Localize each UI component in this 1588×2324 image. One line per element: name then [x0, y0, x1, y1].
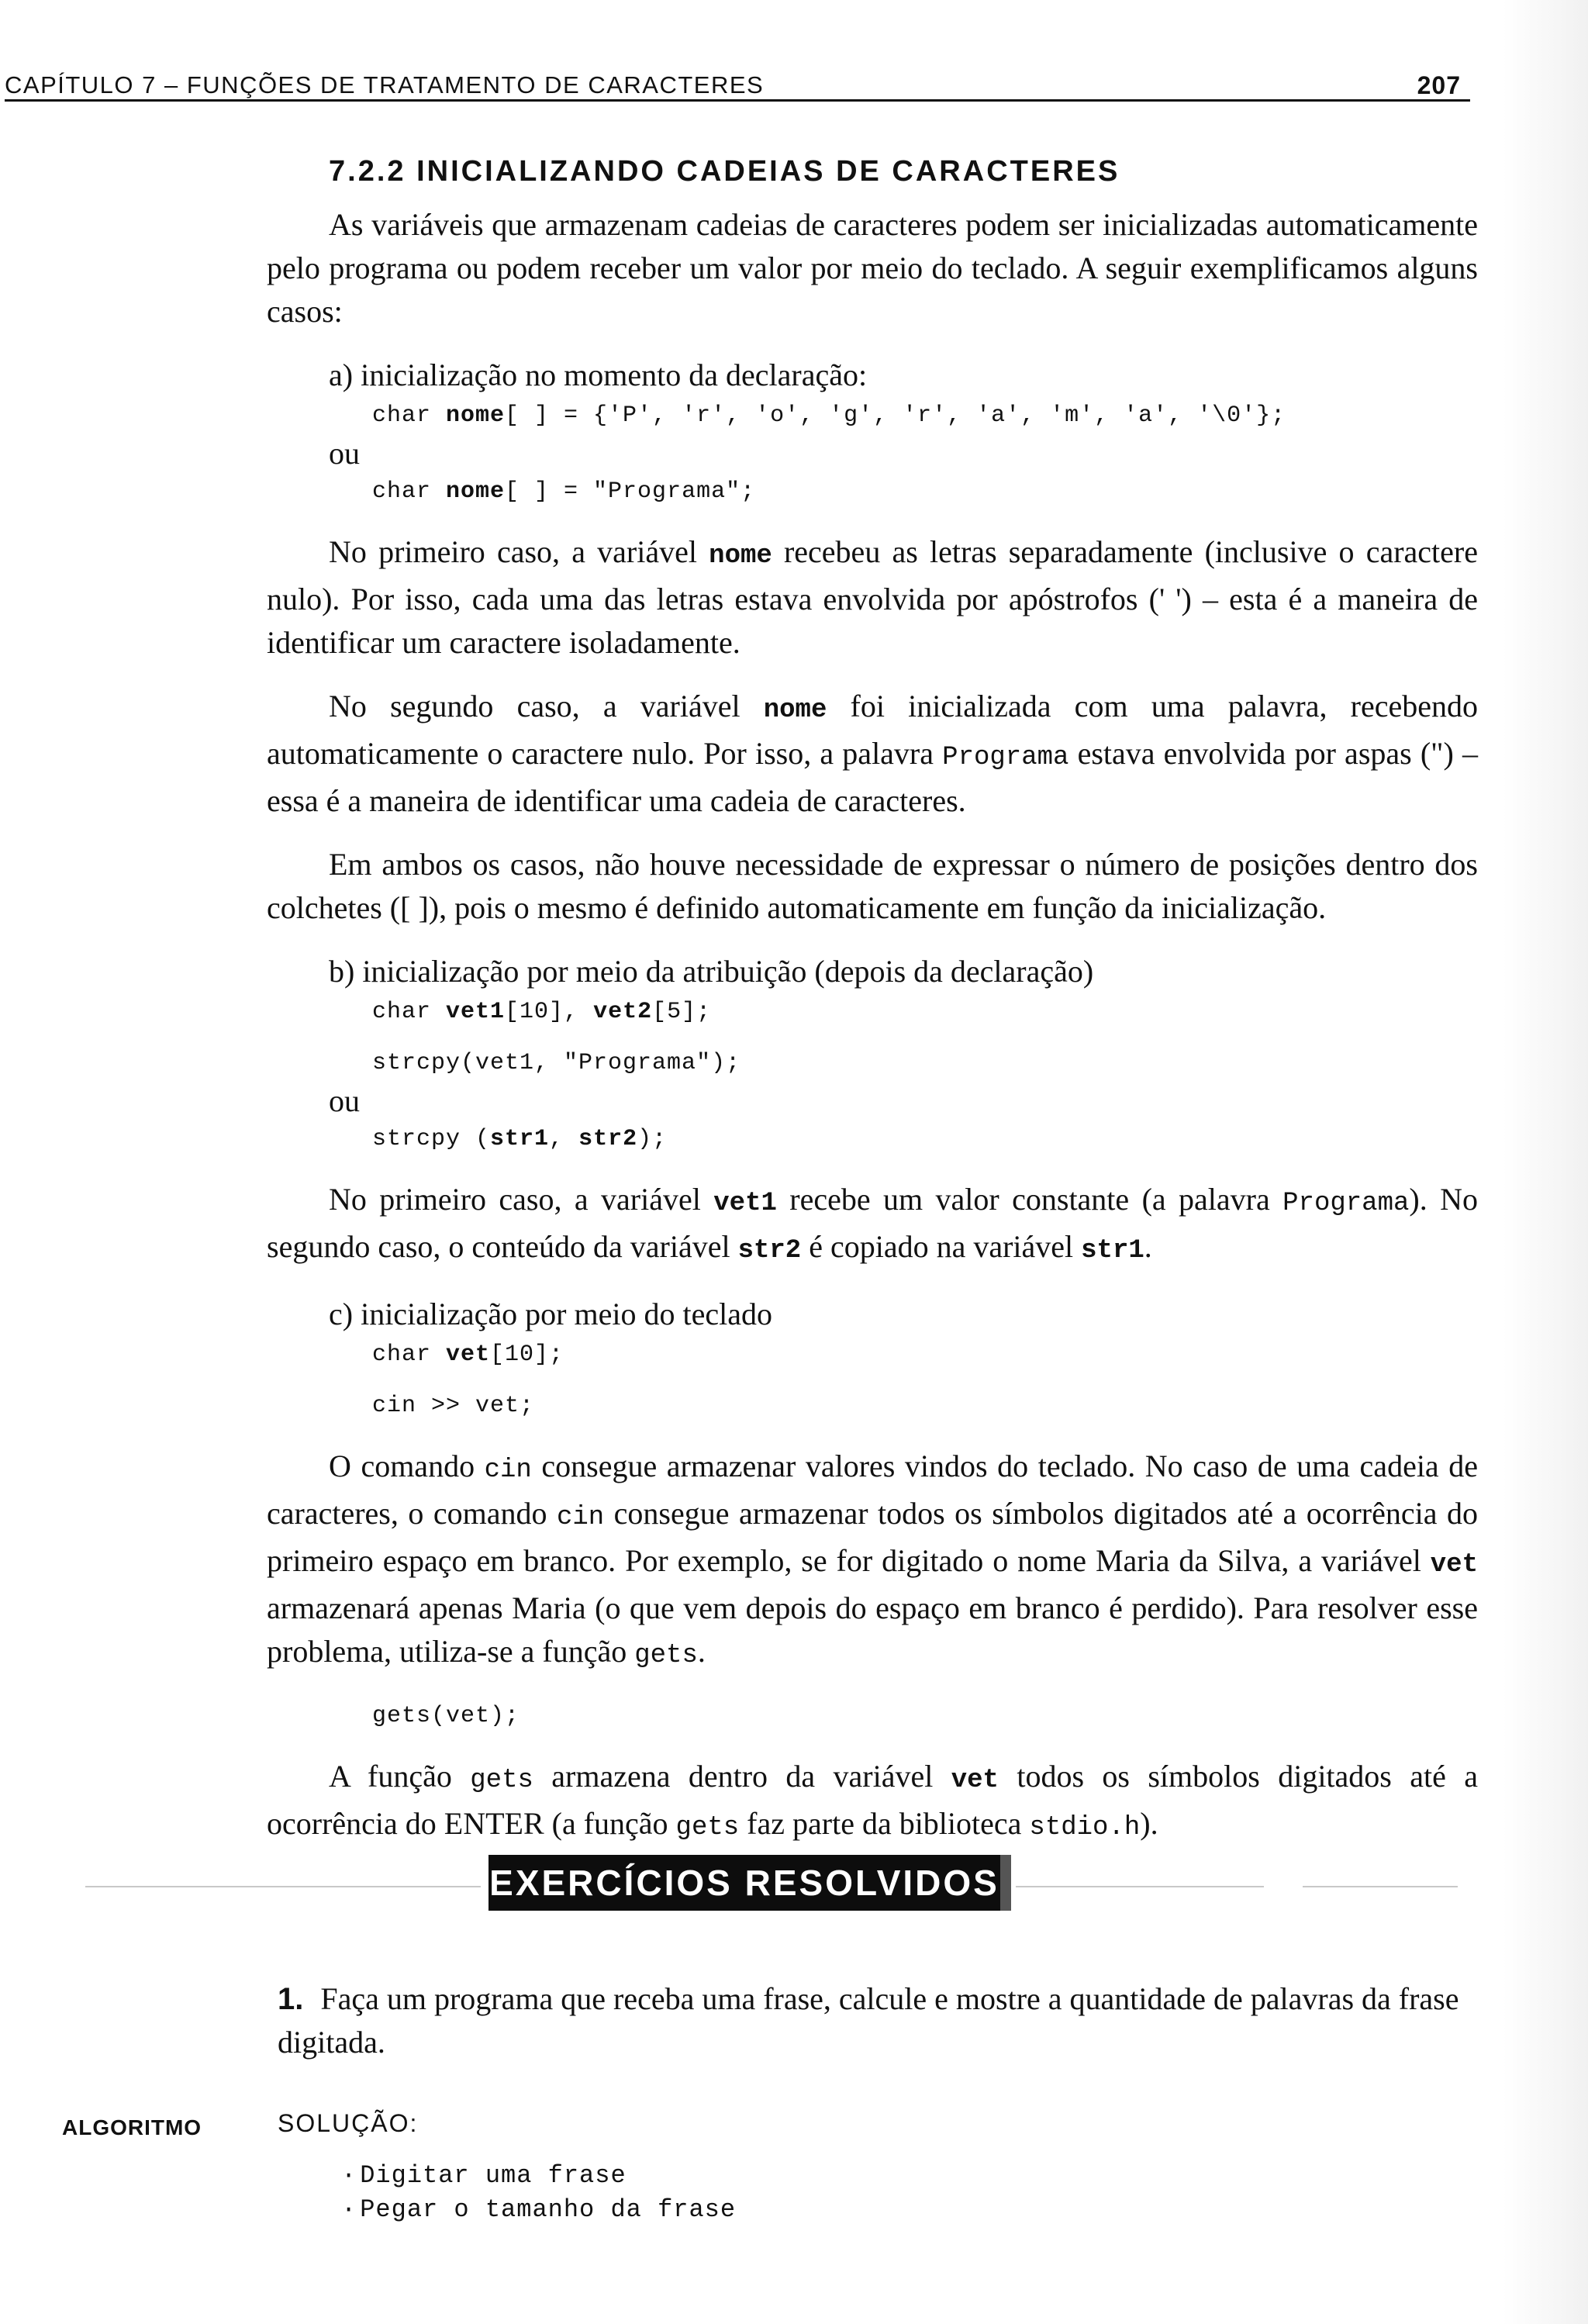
inline-code: cin: [556, 1503, 605, 1532]
code-variable: nome: [446, 478, 506, 505]
code-text: char: [372, 1342, 447, 1368]
text: armazena dentro da variável: [533, 1759, 951, 1794]
code-text: char: [372, 402, 447, 429]
code-variable: str1: [490, 1126, 550, 1152]
text: A função: [329, 1759, 471, 1794]
text: estava envolvida por aspas (") – essa é a maneira de identificar uma cadeia de caracteres.: [267, 736, 1478, 818]
main-content: [267, 203, 1478, 1870]
code-line: [372, 397, 1478, 434]
text: consegue armazenar todos os símbolos digitados até a ocorrência do primeiro espaço em branco. Por exemplo, se for digitado o nome Maria da Silva, a variável: [267, 1496, 1478, 1578]
inline-code: Programa: [1282, 1189, 1410, 1218]
text: todos os símbolos digitados até a ocorrência do ENTER (a função: [267, 1759, 1478, 1841]
text: No primeiro caso, a variável: [329, 534, 709, 569]
or-label: ou: [329, 1083, 360, 1118]
or-label: ou: [329, 436, 360, 471]
code-text: [10],: [505, 999, 594, 1025]
text: ). No segundo caso, o conteúdo da variável: [267, 1182, 1478, 1264]
chapter-title: CAPÍTULO 7 – FUNÇÕES DE TRATAMENTO DE CARACTERES: [5, 71, 765, 98]
text: é copiado na variável: [801, 1229, 1082, 1264]
text: O comando: [329, 1449, 485, 1483]
intro-paragraph: As variáveis que armazenam cadeias de caracteres podem ser inicializadas automaticamente pelo programa ou podem receber um valor por meio do teclado. A seguir exemplificamos alguns casos:: [267, 207, 1478, 329]
algorithm-steps: [341, 2159, 736, 2227]
paragraph: [267, 685, 1478, 823]
code-text: char: [372, 999, 447, 1025]
inline-variable: vet: [1430, 1550, 1478, 1580]
text: No segundo caso, a variável: [329, 689, 764, 723]
section-heading: 7.2.2 INICIALIZANDO CADEIAS DE CARACTERES: [329, 155, 1120, 188]
divider: [1016, 1886, 1264, 1887]
code-variable: str2: [578, 1126, 638, 1152]
code-text: );: [637, 1126, 668, 1152]
text: .: [1144, 1229, 1152, 1264]
code-text: [ ] = "Programa";: [505, 478, 756, 505]
exercise-number: 1.: [278, 1982, 304, 2016]
inline-code: stdio.h: [1029, 1813, 1141, 1842]
text: recebeu as letras separadamente (inclusive o caractere nulo). Por isso, cada uma das letras estava envolvida por apóstrofos (' ') – esta é a maneira de identificar um caractere isoladamente.: [267, 534, 1478, 660]
inline-variable: nome: [763, 696, 827, 725]
code-variable: nome: [446, 402, 506, 429]
inline-code: gets: [470, 1766, 533, 1795]
page-number: 207: [1417, 71, 1461, 99]
code-variable: vet: [446, 1342, 491, 1368]
paragraph: [267, 1755, 1478, 1849]
text: No primeiro caso, a variável: [329, 1182, 714, 1217]
code-text: char: [372, 478, 447, 505]
code-line: cin >> vet;: [372, 1393, 535, 1419]
text: recebe um valor constante (a palavra: [776, 1182, 1283, 1217]
text: armazenará apenas Maria (o que vem depois do espaço em branco é perdido). Para resolver esse problema, utiliza-se a função: [267, 1590, 1478, 1669]
exercises-banner-area: [0, 1855, 1588, 1917]
inline-variable: vet: [951, 1766, 999, 1795]
text: .: [697, 1634, 706, 1669]
paragraph: Em ambos os casos, não houve necessidade de expressar o número de posições dentro dos colchetes ([ ]), pois o mesmo é definido automaticamente em função da inicialização.: [267, 847, 1478, 925]
algorithm-step: · Digitar uma frase: [341, 2159, 736, 2193]
code-text: [ ] = {'P', 'r', 'o', 'g', 'r', 'a', 'm', 'a', '\0'};: [505, 402, 1286, 429]
paragraph: [267, 530, 1478, 665]
divider: [85, 1886, 481, 1887]
code-line: strcpy(vet1, "Programa");: [372, 1050, 741, 1076]
code-text: [10];: [490, 1342, 564, 1368]
paragraph: [267, 1445, 1478, 1677]
inline-variable: nome: [709, 541, 772, 571]
text: ).: [1140, 1806, 1158, 1841]
inline-code: gets: [675, 1813, 740, 1842]
case-c-heading: c) inicialização por meio do teclado: [329, 1297, 772, 1331]
exercise-1: [278, 1977, 1479, 2064]
divider: [1303, 1886, 1458, 1887]
inline-code: gets: [634, 1641, 698, 1670]
code-variable: vet1: [446, 999, 506, 1025]
code-variable: vet2: [593, 999, 653, 1025]
inline-variable: str1: [1081, 1236, 1144, 1266]
algorithm-step: · Pegar o tamanho da frase: [341, 2193, 736, 2227]
algorithm-label: ALGORITMO: [62, 2115, 202, 2139]
paragraph: [267, 1178, 1478, 1273]
inline-code: Programa: [942, 743, 1069, 772]
exercise-text: Faça um programa que receba uma frase, calcule e mostre a quantidade de palavras da frase digitada.: [278, 1981, 1459, 2060]
solution-label: SOLUÇÃO:: [278, 2109, 419, 2137]
code-line: [372, 1121, 1478, 1158]
text: faz parte da biblioteca: [739, 1806, 1030, 1841]
code-text: ,: [549, 1126, 579, 1152]
inline-code: cin: [484, 1456, 532, 1485]
code-line: gets(vet);: [372, 1703, 520, 1729]
text: foi inicializada com uma palavra, recebendo automaticamente o caractere nulo. Por isso, a palavra: [267, 689, 1478, 771]
running-header: [5, 71, 1470, 102]
exercises-banner: EXERCÍCIOS RESOLVIDOS: [488, 1855, 1011, 1911]
code-line: [372, 1336, 1478, 1373]
code-line: [372, 993, 1478, 1031]
inline-variable: str2: [737, 1236, 802, 1266]
inline-variable: vet1: [713, 1189, 777, 1218]
page-edge-shadow: [1503, 0, 1588, 2324]
code-text: [5];: [652, 999, 712, 1025]
text: consegue armazenar valores vindos do teclado. No caso de uma cadeia de caracteres, o comando: [267, 1449, 1478, 1531]
code-line: [372, 473, 1478, 510]
case-a-heading: a) inicialização no momento da declaração:: [329, 357, 868, 392]
code-text: strcpy (: [372, 1126, 491, 1152]
case-b-heading: b) inicialização por meio da atribuição (depois da declaração): [329, 954, 1094, 989]
